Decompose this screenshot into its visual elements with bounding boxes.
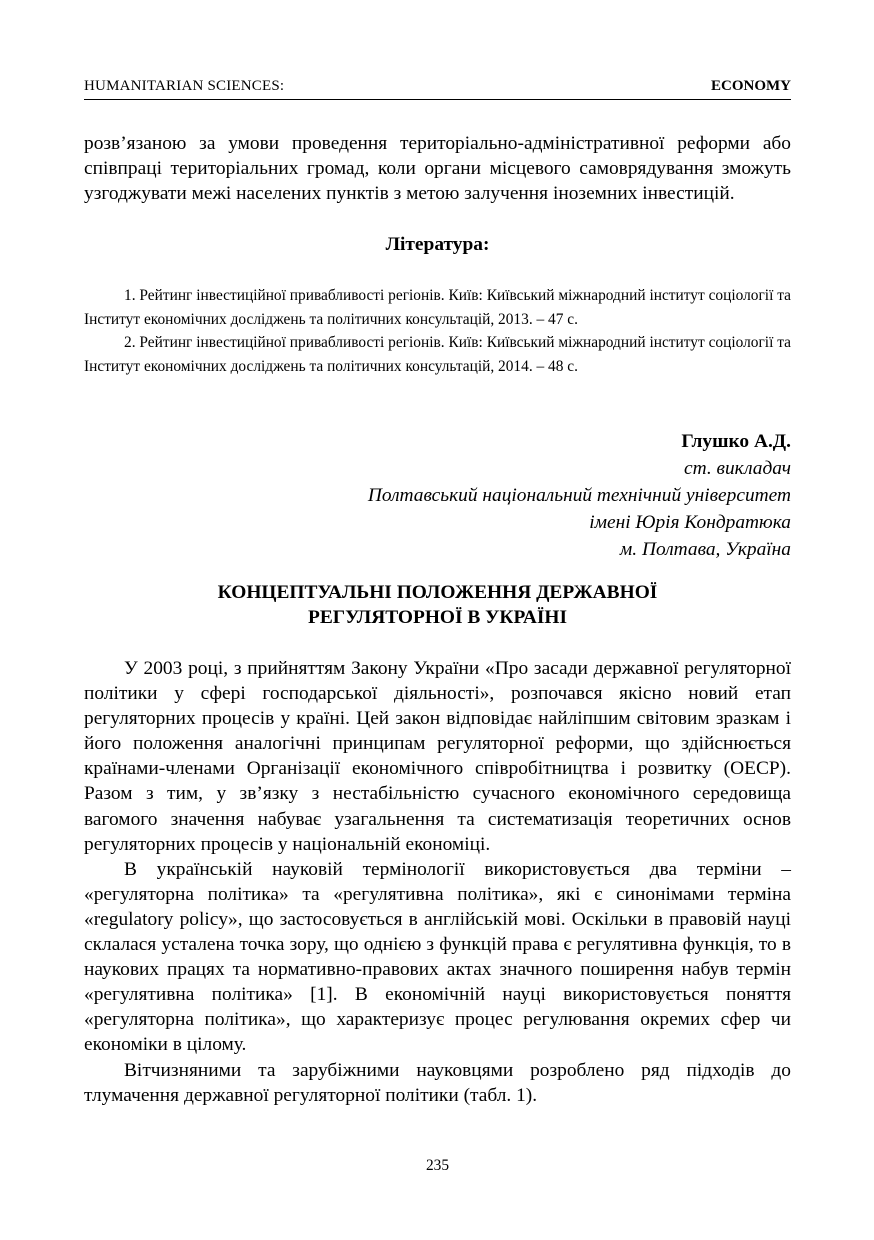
article-body bbox=[84, 656, 791, 1108]
author-position: ст. викладач bbox=[684, 458, 791, 479]
author-university-named: імені Юрія Кондратюка bbox=[589, 512, 791, 533]
intro-paragraph: розв’язаною за умови проведення територіально-адміністративної реформи або співпраці територіальних громад, коли органи місцевого самоврядування зможуть узгоджувати межі населених пунктів з метою залучення іноземних інвестицій. bbox=[84, 133, 791, 204]
document-page bbox=[84, 0, 791, 1240]
author-university: Полтавський національний технічний університет bbox=[367, 485, 791, 506]
reference-item: 2. Рейтинг інвестиційної привабливості регіонів. Київ: Київський міжнародний інститут соціології та Інститут економічних досліджень та політичних консультацій, 2014. – 48 с. bbox=[84, 334, 791, 375]
header-section-label: HUMANITARIAN SCIENCES: bbox=[84, 78, 285, 94]
author-name: Глушко А.Д. bbox=[681, 431, 791, 452]
literature-heading: Література: bbox=[385, 234, 490, 255]
article-title bbox=[84, 580, 791, 630]
body-paragraph: У 2003 році, з прийняттям Закону України «Про засади державної регуляторної політики у сфері господарської діяльності», розпочався якісно новий етап регуляторних процесів у країні. Цей закон відповідає найліпшим світовим зразкам і його положення аналогічні принципам регуляторної реформи, що здійснюється країнами-членами Організації економічного співробітництва і розвитку (OECP). Разом з тим, у зв’язку з нестабільністю сучасного економічного середовища вагомого значення набуває узагальнення та систематизація теоретичних основ регуляторних процесів у національній економіці. bbox=[84, 658, 791, 855]
article-title-line: РЕГУЛЯТОРНОЇ В УКРАЇНІ bbox=[307, 607, 568, 628]
author-city: м. Полтава, Україна bbox=[619, 539, 791, 560]
header-discipline-label: ECONOMY bbox=[711, 78, 791, 94]
page-number: 235 bbox=[425, 1157, 450, 1174]
body-paragraph: В українській науковій термінології використовується два терміни – «регуляторна політика» та «регулятивна політика», які є синонімами терміна «regulatory policy», що застосовується в англійській мові. Оскільки в правовій науці склалася усталена точка зору, що однією з функцій права є регулятивна функція, то в наукових працях та нормативно-правових актах значного поширення набув термін «регулятивна політика» [1]. В економічній науці використовується поняття «регуляторна політика», що характеризує процес регулювання окремих сфер чи економіки в цілому. bbox=[84, 858, 791, 1056]
author-block bbox=[84, 428, 791, 563]
reference-list bbox=[84, 284, 791, 378]
running-header bbox=[84, 74, 791, 100]
body-paragraph: Вітчизняними та зарубіжними науковцями розроблено ряд підходів до тлумачення державної регуляторної політики (табл. 1). bbox=[84, 1059, 791, 1106]
reference-item: 1. Рейтинг інвестиційної привабливості регіонів. Київ: Київський міжнародний інститут соціології та Інститут економічних досліджень та політичних консультацій, 2013. – 47 с. bbox=[84, 287, 791, 328]
intro-paragraph-block bbox=[84, 131, 791, 206]
article-title-line: КОНЦЕПТУАЛЬНІ ПОЛОЖЕННЯ ДЕРЖАВНОЇ bbox=[217, 582, 658, 603]
